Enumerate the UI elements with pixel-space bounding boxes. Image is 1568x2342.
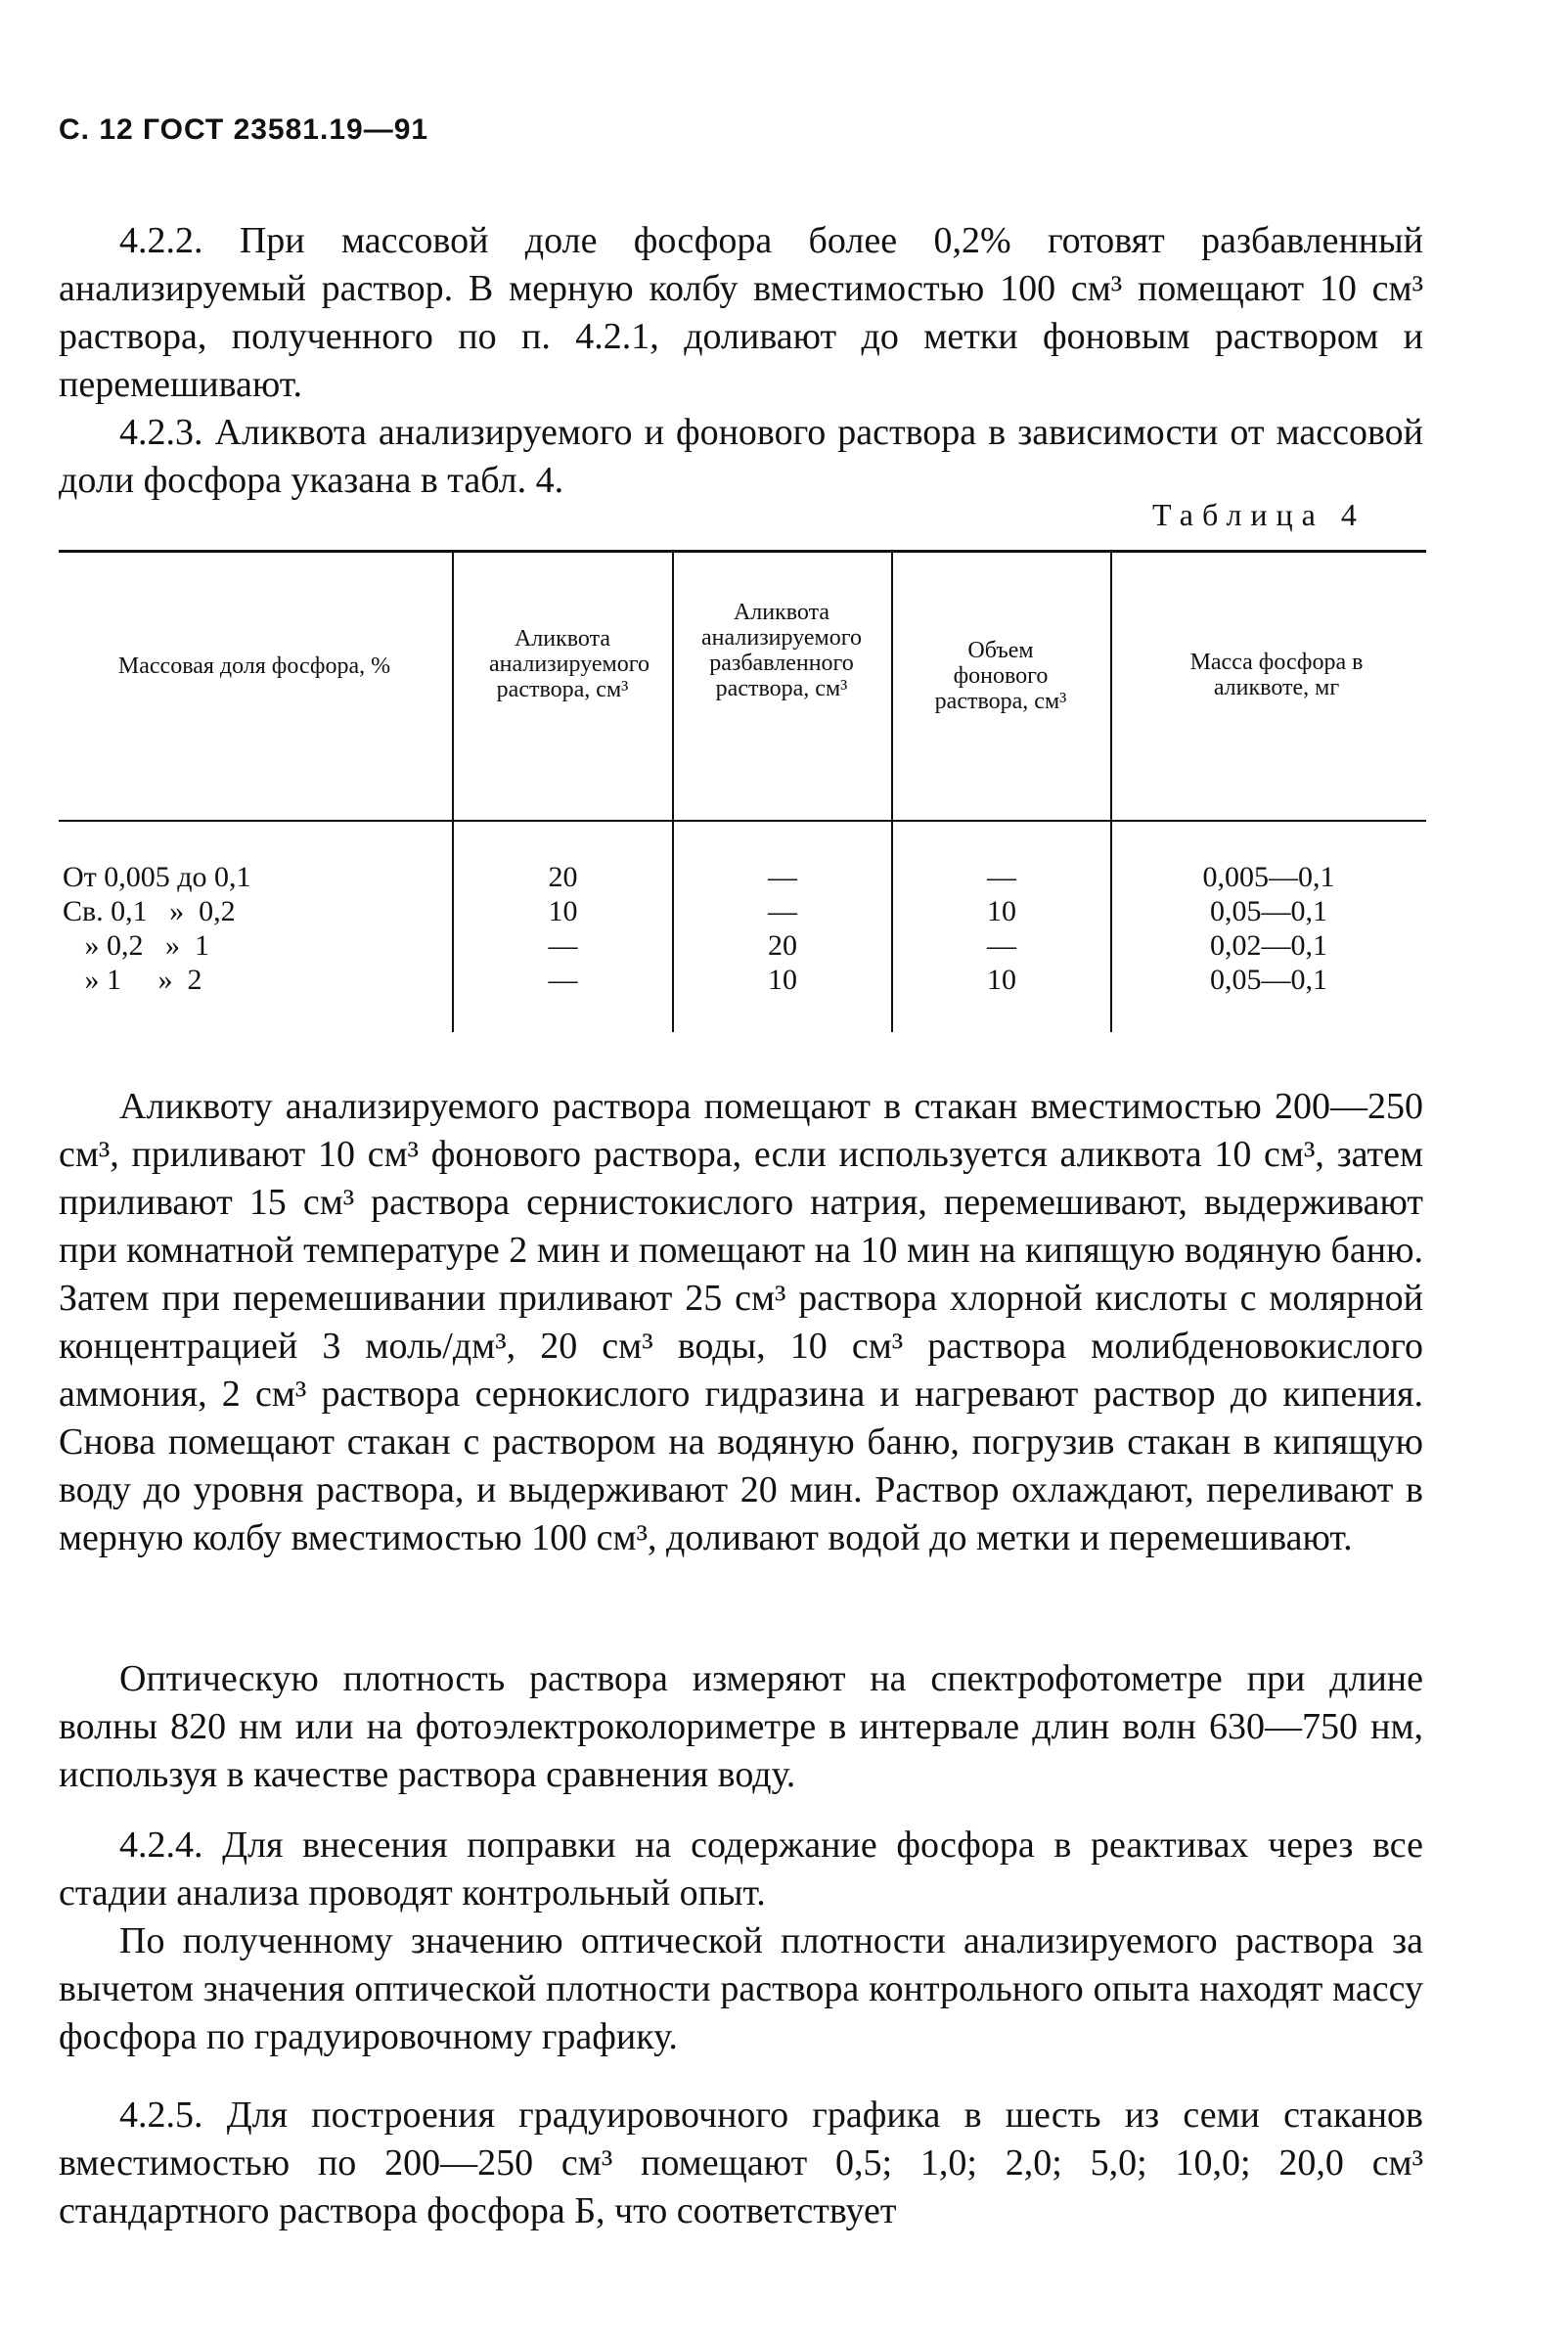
page-header: С. 12 ГОСТ 23581.19—91 (59, 113, 429, 146)
paragraph-4-2-4: 4.2.4. Для внесения поправки на содержание фосфора в реактивах через все стадии анализа проводят контрольный опыт. (59, 1824, 1423, 1914)
table-top-rule (59, 550, 1426, 553)
paragraph-procedure: Аликвоту анализируемого раствора помещают в стакан вместимостью 200—250 см³, приливают 10 см³ фонового раствора, если используется аликвота 10 см³, затем приливают 15 см³ раствора сернистокислого натрия, перемешивают, выдерживают при комнатной температуре 2 мин и помещают на 10 мин на кипящую водяную баню. Затем при перемешивании приливают 25 см³ раствора хлорной кислоты с молярной концентрацией 3 моль/дм³, 20 см³ воды, 10 см³ раствора молибденовокислого аммония, 2 см³ раствора сернокислого гидразина и нагревают раствор до кипения. Снова помещают стакан с раствором на водяную баню, погрузив стакан в кипящую воду до уровня раствора, и выдерживают 20 мин. Раствор охлаждают, переливают в мерную колбу вместимостью 100 см³, доливают водой до метки и перемешивают. (59, 1086, 1423, 1558)
paragraph-4-2-3: 4.2.3. Аликвота анализируемого и фонового раствора в зависимости от массовой доли фосфора указана в табл. 4. (59, 412, 1423, 501)
table-column-mass-fraction (63, 860, 450, 997)
table-header-aliquot: Аликвота анализируемого раствора, см³ (489, 626, 650, 702)
table-caption: Таблица 4 (1152, 497, 1366, 532)
table-column-diluted-aliquot (674, 860, 891, 997)
table-cell: 20 (768, 929, 797, 962)
table-cell: — (987, 861, 1016, 893)
table-header-mass-fraction: Массовая доля фосфора, % (117, 653, 391, 679)
table-cell: 10 (548, 895, 578, 927)
table-cell: — (768, 895, 797, 927)
table-header-phosphorus-mass: Масса фосфора в аликвоте, мг (1189, 650, 1364, 700)
table-header-rule (59, 820, 1426, 822)
table-column-phosphorus-mass (1112, 860, 1425, 997)
table-header-background-volume: Объем фонового раствора, см³ (934, 638, 1067, 714)
table-cell: От 0,005 до 0,1 (63, 861, 251, 893)
paragraph-4-2-2: 4.2.2. При массовой доле фосфора более 0,2% готовят разбавленный анализируемый раствор. В мерную колбу вместимостью 100 см³ помещают 10 см³ раствора, полученного по п. 4.2.1, доливают до метки фоновым раствором и перемешивают. (59, 220, 1423, 405)
table-cell: — (548, 964, 578, 996)
table-cell: 10 (987, 964, 1016, 996)
table-cell: 0,05—0,1 (1210, 895, 1327, 927)
paragraph-optical-density: Оптическую плотность раствора измеряют на спектрофотометре при длине волны 820 нм или на фотоэлектроколориметре в интервале длин волн 630—750 нм, используя в качестве раствора сравнения воду. (59, 1658, 1423, 1795)
table-cell: » 0,2 » 1 (63, 929, 209, 962)
paragraph-4-2-5: 4.2.5. Для построения градуировочного графика в шесть из семи стаканов вместимостью по 200—250 см³ помещают 0,5; 1,0; 2,0; 5,0; 10,0; 20,0 см³ стандартного раствора фосфора Б, что соответствует (59, 2094, 1423, 2231)
table-cell: 0,05—0,1 (1210, 964, 1327, 996)
table-cell: 20 (548, 861, 578, 893)
table-column-aliquot (454, 860, 672, 997)
table-cell: » 1 » 2 (63, 964, 202, 996)
table-cell: — (548, 929, 578, 962)
table-cell: 10 (987, 895, 1016, 927)
table-header-diluted-aliquot: Аликвота анализируемого разбавленного раствора, см³ (701, 600, 862, 701)
table-column-background-volume (893, 860, 1110, 997)
table-cell: 0,02—0,1 (1210, 929, 1327, 962)
table-cell: 0,005—0,1 (1202, 861, 1335, 893)
table-cell: Св. 0,1 » 0,2 (63, 895, 236, 927)
table-cell: — (987, 929, 1016, 962)
table-cell: 10 (768, 964, 797, 996)
table-cell: — (768, 861, 797, 893)
paragraph-control-result: По полученному значению оптической плотности анализируемого раствора за вычетом значения оптической плотности раствора контрольного опыта находят массу фосфора по градуировочному графику. (59, 1920, 1423, 2057)
